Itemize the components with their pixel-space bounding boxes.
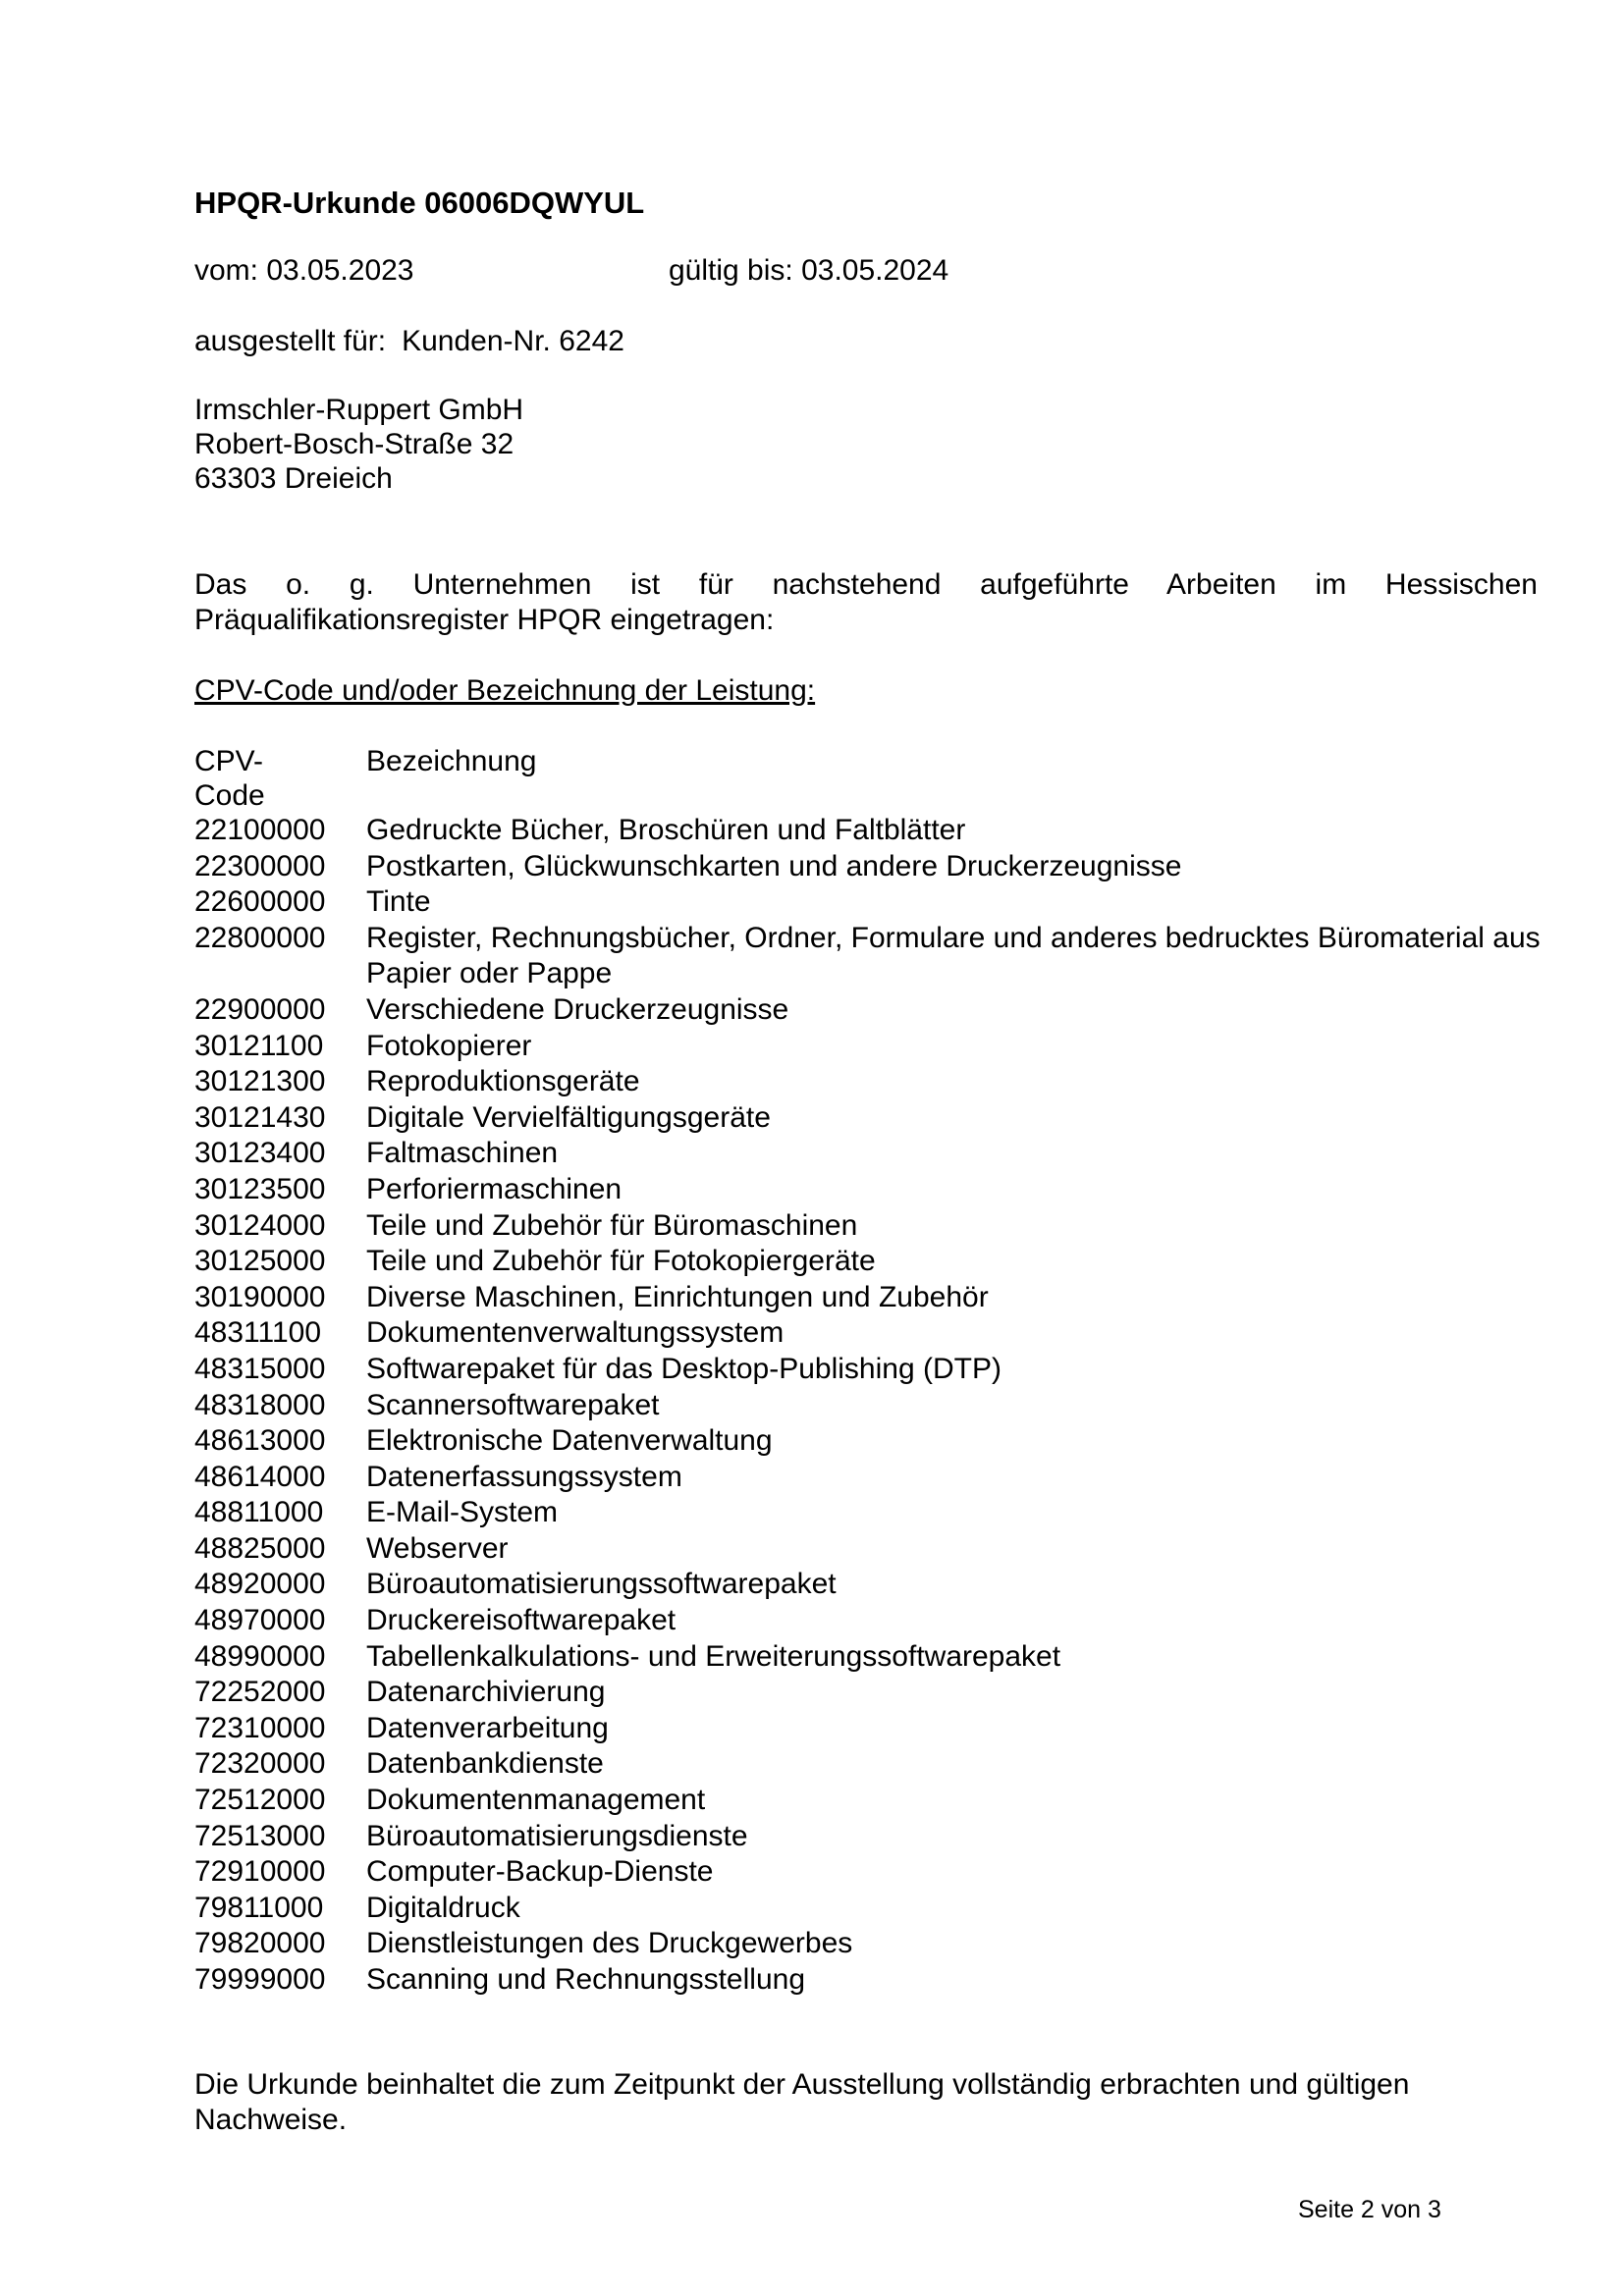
column-header-code-line: CPV- xyxy=(194,745,264,777)
address-line: Irmschler-Ruppert GmbH xyxy=(194,394,524,426)
cpv-description: Dokumentenverwaltungssystem xyxy=(366,1316,785,1350)
table-row xyxy=(194,1603,1549,1639)
cpv-code: 30190000 xyxy=(194,1280,326,1313)
cpv-code: 72252000 xyxy=(194,1676,326,1709)
table-row xyxy=(194,813,1549,849)
cpv-code: 48315000 xyxy=(194,1352,326,1385)
table-row xyxy=(194,1854,1549,1891)
cpv-code: 72512000 xyxy=(194,1784,326,1817)
table-row xyxy=(194,1639,1549,1676)
cpv-description: Tabellenkalkulations- und Erweiterungssoftwarepaket xyxy=(366,1639,1061,1673)
table-row xyxy=(194,1460,1549,1496)
cpv-description: E-Mail-System xyxy=(366,1496,559,1529)
cpv-description: Dienstleistungen des Druckgewerbes xyxy=(366,1927,853,1960)
cpv-code: 30123500 xyxy=(194,1172,326,1205)
intro-line: Das o. g. Unternehmen ist für nachstehend aufgeführte Arbeiten im Hessischen xyxy=(194,568,1538,601)
cpv-code: 22900000 xyxy=(194,992,326,1026)
table-row xyxy=(194,849,1549,885)
cpv-description: Elektronische Datenverwaltung xyxy=(366,1424,773,1458)
cpv-description: Scanning und Rechnungsstellung xyxy=(366,1963,805,1996)
cpv-code: 79999000 xyxy=(194,1963,326,1996)
cpv-description: Fotokopierer xyxy=(366,1029,532,1062)
table-row xyxy=(194,1675,1549,1711)
cpv-description: Gedruckte Bücher, Broschüren und Faltblätter xyxy=(366,814,966,846)
cpv-code: 72910000 xyxy=(194,1855,326,1889)
column-header-code xyxy=(194,744,366,813)
table-row xyxy=(194,1136,1549,1172)
issued-for-label: ausgestellt für: xyxy=(194,325,387,357)
cpv-description: Computer-Backup-Dienste xyxy=(366,1855,714,1889)
cpv-code: 48970000 xyxy=(194,1604,326,1637)
cpv-description: Digitaldruck xyxy=(366,1891,520,1924)
table-row xyxy=(194,1423,1549,1460)
address-line: Robert-Bosch-Straße 32 xyxy=(194,428,514,460)
cpv-description: Datenbankdienste xyxy=(366,1747,604,1781)
cpv-description: Faltmaschinen xyxy=(366,1137,559,1170)
table-row xyxy=(194,1100,1549,1137)
cpv-description: Teile und Zubehör für Büromaschinen xyxy=(366,1208,858,1242)
cpv-description: Diverse Maschinen, Einrichtungen und Zubehör xyxy=(366,1280,989,1313)
cpv-code: 48614000 xyxy=(194,1460,326,1493)
cpv-code: 22600000 xyxy=(194,885,326,919)
cpv-description: Perforiermaschinen xyxy=(366,1172,623,1205)
issued-for xyxy=(194,324,624,359)
cpv-code: 30121300 xyxy=(194,1065,326,1098)
cpv-code: 72513000 xyxy=(194,1819,326,1852)
column-header-code-line: Code xyxy=(194,779,265,812)
cpv-code: 72310000 xyxy=(194,1711,326,1744)
table-row xyxy=(194,1352,1549,1388)
cpv-description: Büroautomatisierungssoftwarepaket xyxy=(366,1568,837,1601)
cpv-description: Softwarepaket für das Desktop-Publishing (DTP) xyxy=(366,1352,1001,1385)
cpv-code: 48920000 xyxy=(194,1568,326,1601)
table-body xyxy=(194,813,1549,1999)
table-row xyxy=(194,1531,1549,1568)
cpv-code: 30121100 xyxy=(194,1029,324,1062)
cpv-code: 22100000 xyxy=(194,814,326,846)
cpv-description: Verschiedene Druckerzeugnisse xyxy=(366,992,789,1026)
table-row xyxy=(194,1315,1549,1352)
cpv-code: 22300000 xyxy=(194,849,326,882)
cpv-code: 79820000 xyxy=(194,1927,326,1960)
issue-date: vom: 03.05.2023 xyxy=(194,254,414,287)
table-row xyxy=(194,1029,1549,1065)
intro-line: Präqualifikationsregister HPQR eingetragen: xyxy=(194,604,775,636)
cpv-code: 30125000 xyxy=(194,1245,326,1278)
table-row xyxy=(194,1172,1549,1208)
closing-paragraph: Die Urkunde beinhaltet die zum Zeitpunkt der Ausstellung vollständig erbrachten und gültigen Nachweise. xyxy=(194,2068,1410,2136)
cpv-code: 30124000 xyxy=(194,1208,326,1242)
table-row xyxy=(194,1819,1549,1855)
cpv-code: 22800000 xyxy=(194,921,326,954)
cpv-description: Teile und Zubehör für Fotokopiergeräte xyxy=(366,1245,876,1278)
table-row xyxy=(194,992,1549,1029)
table-row xyxy=(194,1495,1549,1531)
cpv-code: 72320000 xyxy=(194,1747,326,1781)
cpv-description: Reproduktionsgeräte xyxy=(366,1065,640,1098)
cpv-code: 30123400 xyxy=(194,1137,326,1170)
table-row xyxy=(194,1208,1549,1245)
table-row xyxy=(194,1711,1549,1747)
cpv-heading: CPV-Code und/oder Bezeichnung der Leistung: xyxy=(194,674,816,707)
intro-paragraph xyxy=(194,567,1538,638)
cpv-code: 30121430 xyxy=(194,1100,326,1134)
cpv-code: 48311100 xyxy=(194,1316,322,1350)
cpv-code: 48811000 xyxy=(194,1496,324,1529)
cpv-code: 79811000 xyxy=(194,1891,324,1924)
cpv-description: Scannersoftwarepaket xyxy=(366,1388,660,1421)
cpv-code: 48825000 xyxy=(194,1531,326,1565)
cpv-code: 48990000 xyxy=(194,1639,326,1673)
table-row xyxy=(194,1064,1549,1100)
table-row xyxy=(194,921,1549,992)
table-row xyxy=(194,1962,1549,1999)
document-title: HPQR-Urkunde 06006DQWYUL xyxy=(194,186,645,220)
table-row xyxy=(194,1891,1549,1927)
cpv-description: Postkarten, Glückwunschkarten und andere Druckerzeugnisse xyxy=(366,849,1182,882)
cpv-description: Datenverarbeitung xyxy=(366,1711,609,1744)
cpv-description: Webserver xyxy=(366,1531,509,1565)
customer-number: Kunden-Nr. 6242 xyxy=(402,325,624,357)
cpv-description: Datenarchivierung xyxy=(366,1676,606,1709)
recipient-address xyxy=(194,393,523,496)
cpv-table xyxy=(194,744,1549,1999)
table-row xyxy=(194,884,1549,921)
page-number: Seite 2 von 3 xyxy=(1298,2196,1441,2223)
cpv-description: Register, Rechnungsbücher, Ordner, Formulare und anderes bedrucktes Büromaterial aus Papier oder Pappe xyxy=(366,921,1541,990)
table-row xyxy=(194,1567,1549,1603)
table-row xyxy=(194,1926,1549,1962)
column-header-description: Bezeichnung xyxy=(366,745,537,777)
cpv-code: 48613000 xyxy=(194,1424,326,1458)
address-line: 63303 Dreieich xyxy=(194,462,393,495)
table-row xyxy=(194,1388,1549,1424)
cpv-code: 48318000 xyxy=(194,1388,326,1421)
cpv-description: Datenerfassungssystem xyxy=(366,1460,682,1493)
cpv-description: Büroautomatisierungsdienste xyxy=(366,1819,748,1852)
cpv-description: Digitale Vervielfältigungsgeräte xyxy=(366,1100,771,1134)
cpv-description: Dokumentenmanagement xyxy=(366,1784,706,1817)
table-row xyxy=(194,1280,1549,1316)
table-row xyxy=(194,1746,1549,1783)
table-row xyxy=(194,1244,1549,1280)
valid-until-date: gültig bis: 03.05.2024 xyxy=(669,254,949,287)
table-header xyxy=(194,744,1549,813)
cpv-description: Tinte xyxy=(366,885,431,919)
table-row xyxy=(194,1783,1549,1819)
cpv-description: Druckereisoftwarepaket xyxy=(366,1604,677,1637)
